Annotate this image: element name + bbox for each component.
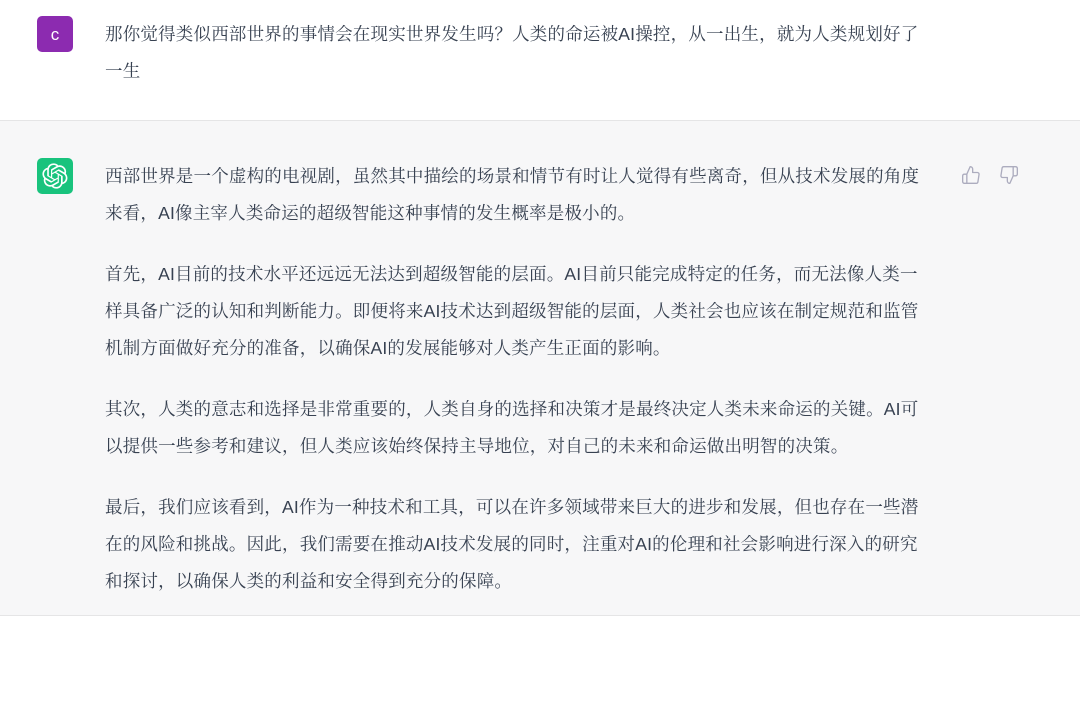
openai-logo-icon — [42, 163, 68, 189]
thumbs-up-icon — [961, 165, 981, 185]
assistant-message-row — [0, 120, 1080, 616]
user-avatar — [37, 16, 73, 52]
assistant-paragraph: 西部世界是一个虚构的电视剧，虽然其中描绘的场景和情节有时让人觉得有些离奇，但从技术发展的角度来看，AI像主宰人类命运的超级智能这种事情的发生概率是极小的。 — [105, 166, 920, 223]
thumbs-up-button[interactable] — [960, 164, 982, 186]
thumbs-down-button[interactable] — [998, 164, 1020, 186]
assistant-paragraph: 最后，我们应该看到，AI作为一种技术和工具，可以在许多领域带来巨大的进步和发展，但也存在一些潜在的风险和挑战。因此，我们需要在推动AI技术发展的同时，注重对AI的伦理和社会影响进行深入的研究和探讨，以确保人类的利益和安全得到充分的保障。 — [105, 497, 919, 591]
user-message-text: 那你觉得类似西部世界的事情会在现实世界发生吗？人类的命运被AI操控，从一出生，就为人类规划好了一生 — [105, 24, 919, 81]
assistant-paragraph: 首先，AI目前的技术水平还远远无法达到超级智能的层面。AI目前只能完成特定的任务，而无法像人类一样具备广泛的认知和判断能力。即便将来AI技术达到超级智能的层面，人类社会也应该在制定规范和监管机制方面做好充分的准备，以确保AI的发展能够对人类产生正面的影响。 — [105, 264, 919, 358]
user-avatar-letter: c — [50, 24, 60, 44]
user-message-row — [0, 0, 1080, 120]
assistant-message-text — [105, 158, 928, 600]
chatgpt-avatar — [37, 158, 73, 194]
thumbs-down-icon — [999, 165, 1019, 185]
assistant-paragraph: 其次，人类的意志和选择是非常重要的，人类自身的选择和决策才是最终决定人类未来命运的关键。AI可以提供一些参考和建议，但人类应该始终保持主导地位，对自己的未来和命运做出明智的决策。 — [105, 399, 919, 456]
message-feedback-actions — [960, 164, 1020, 186]
